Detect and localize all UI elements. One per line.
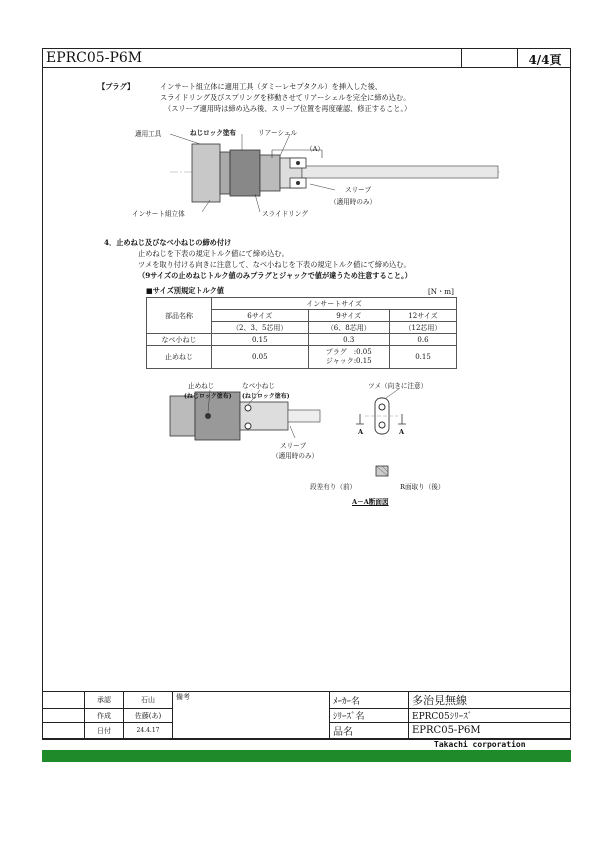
label-lock-2: (ねじロック塗布) [242,393,290,400]
screw-warning: （9サイズの止めねじトルク値のみプラグとジャックで値が違うため注意すること。） [138,271,412,280]
col-size: 12サイズ [389,310,456,322]
label-a-left: A [358,428,364,436]
document-id: EPRC05-P6M [46,50,143,66]
label-a-right: A [399,428,405,436]
torque-table [146,297,457,369]
cell: 0.3 [308,334,389,346]
create-name: 佐藤(あ) [124,709,173,723]
label-lock: ねじロック塗布 [190,129,237,137]
table-title: ■サイズ別規定トルク値 [146,286,224,295]
page-number: 4/4頁 [528,53,562,67]
date-value: 24.4.17 [124,723,173,739]
group-header: インサートサイズ [212,298,457,310]
plug-line-2: スライドリング及びスプリングを移動させてリアーシェルを完全に締め込む。 [160,93,411,102]
cell-jack: ジャック:0.15 [325,357,372,365]
label-section: A－A断面図 [352,498,389,506]
table-row [147,346,457,369]
accent-bar [42,750,571,762]
col-cores: （6、8芯用） [308,322,389,334]
plug-tag: 【プラグ】 [98,82,135,91]
col-size: 9サイズ [308,310,389,322]
product-label: 品名 [330,723,409,739]
product-value: EPRC05-P6M [409,723,572,739]
table-row [147,334,457,346]
maker-label: ﾒｰｶｰ名 [330,692,409,709]
remarks-label: 備考 [173,692,330,739]
series-value: EPRC05ｼﾘｰｽﾞ [409,709,572,723]
label-claw: ツメ（向きに注意） [368,382,428,390]
create-label: 作成 [85,709,124,723]
label-a: （A） [306,145,324,153]
col-cores: （12芯用） [389,322,456,334]
cell [308,346,389,369]
cell: 0.15 [212,334,309,346]
col-size: 6サイズ [212,310,309,322]
label-set-screw: 止めねじ [188,382,215,390]
plug-line-1: インサート組立体に適用工具（ダミーレセプタクル）を挿入した後、 [160,82,382,91]
cell: 0.6 [389,334,456,346]
series-label: ｼﾘｰｽﾞ名 [330,709,409,723]
label-tool: 適用工具 [135,130,162,138]
cell: 0.15 [389,346,456,369]
label-step: 段差有り（前） [310,483,357,491]
cell: 0.05 [212,346,309,369]
label-slide-ring: スライドリング [262,210,308,218]
cell-plug: プラグ :0.05 [325,348,372,356]
part-header: 部品名称 [147,298,212,334]
approve-label: 承認 [85,692,124,709]
plug-assembly-drawing [130,122,510,222]
screw-line-2: ツメを取り付ける向きに注意して、なべ小ねじを下表の規定トルク値にて締め込む。 [138,260,411,269]
screw-line-1: 止めねじを下表の規定トルク値にて締め込む。 [138,249,289,258]
label-insert: インサート組立体 [132,210,185,218]
table-unit: [N・m] [428,287,454,296]
label-rear-shell: リアーシェル [258,129,298,137]
header-separator [517,48,518,67]
title-block [42,691,571,739]
section-title: 4．止めねじ及びなべ小ねじの締め付け [104,238,232,247]
label-sleeve-note: （適用時のみ） [330,198,377,206]
label-r-chamfer: R面取り（後） [400,483,445,491]
header-separator [461,48,462,67]
label-sleeve: スリーブ [280,442,307,450]
label-pan-screw: なべ小ねじ [242,382,275,390]
plug-line-3: （スリーブ適用時は締め込み後、スリーブ位置を再度確認、修正すること。） [164,104,412,113]
label-sleeve-note: （適用時のみ） [272,452,319,460]
header-divider [42,67,571,68]
row-name: なべ小ねじ [147,334,212,346]
date-label: 日付 [85,723,124,739]
row-name: 止めねじ [147,346,212,369]
approve-name: 石山 [124,692,173,709]
label-lock-1: (ねじロック塗布) [184,393,232,400]
maker-value: 多治見無線 [409,692,572,709]
col-cores: （2、3、5芯用） [212,322,309,334]
label-sleeve: スリーブ [345,186,372,194]
company-name: Takachi corporation [434,740,526,749]
